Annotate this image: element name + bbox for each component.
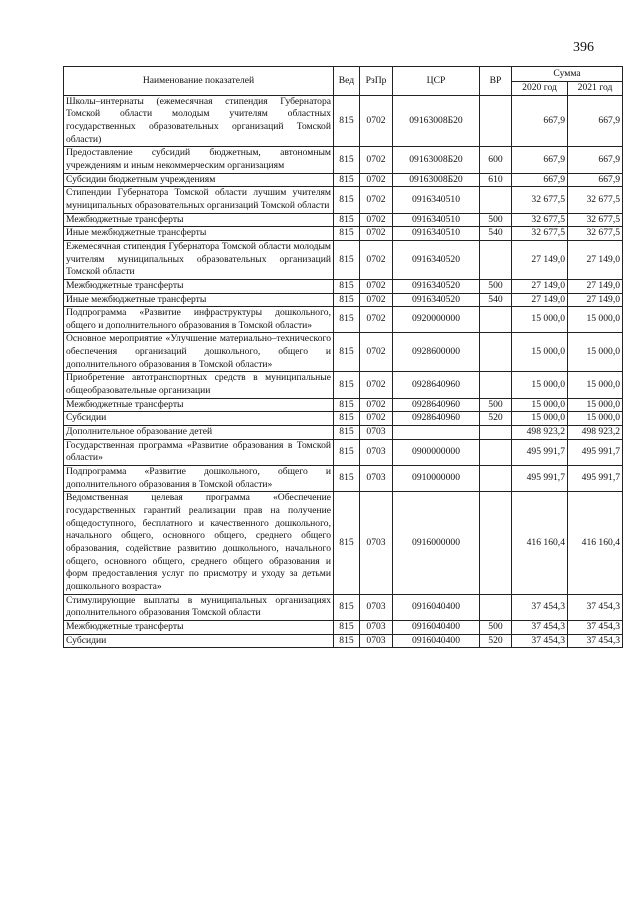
table-row [64, 147, 623, 173]
header-year-2021: 2021 год [568, 82, 623, 96]
row-sum-2020: 27 149,0 [512, 240, 568, 279]
row-ved: 815 [334, 372, 360, 398]
row-rzpr: 0702 [360, 372, 393, 398]
table-row [64, 412, 623, 426]
row-sum-2021: 37 454,3 [568, 634, 623, 648]
row-ved: 815 [334, 95, 360, 147]
budget-table [63, 66, 623, 648]
row-rzpr: 0702 [360, 293, 393, 307]
row-csr: 0916040400 [393, 594, 480, 620]
row-csr: 0916340520 [393, 293, 480, 307]
row-ved: 815 [334, 147, 360, 173]
row-vr [480, 594, 512, 620]
row-ved: 815 [334, 594, 360, 620]
row-rzpr: 0702 [360, 147, 393, 173]
row-csr: 09163008Б20 [393, 95, 480, 147]
row-sum-2021: 27 149,0 [568, 293, 623, 307]
row-name: Школы–интернаты (ежемесячная стипендия Губернатора Томской области молодым учителям областных государственных образовательных организаций Томской области) [64, 95, 334, 147]
row-csr: 0928640960 [393, 398, 480, 412]
row-sum-2021: 667,9 [568, 95, 623, 147]
row-vr [480, 492, 512, 594]
table-row [64, 279, 623, 293]
row-vr [480, 426, 512, 440]
table-row [64, 594, 623, 620]
row-rzpr: 0702 [360, 333, 393, 372]
row-vr: 520 [480, 634, 512, 648]
header-csr: ЦСР [393, 67, 480, 96]
row-name: Межбюджетные трансферты [64, 620, 334, 634]
row-ved: 815 [334, 426, 360, 440]
row-vr: 520 [480, 412, 512, 426]
row-sum-2021: 498 923,2 [568, 426, 623, 440]
row-rzpr: 0703 [360, 439, 393, 465]
row-rzpr: 0702 [360, 227, 393, 241]
row-sum-2020: 495 991,7 [512, 439, 568, 465]
row-sum-2020: 37 454,3 [512, 620, 568, 634]
row-sum-2020: 27 149,0 [512, 293, 568, 307]
row-vr: 500 [480, 279, 512, 293]
row-rzpr: 0702 [360, 173, 393, 187]
row-sum-2020: 32 677,5 [512, 227, 568, 241]
row-csr: 0928640960 [393, 412, 480, 426]
row-vr [480, 439, 512, 465]
row-sum-2020: 667,9 [512, 173, 568, 187]
table-row [64, 333, 623, 372]
row-vr: 610 [480, 173, 512, 187]
table-row [64, 240, 623, 279]
row-sum-2020: 498 923,2 [512, 426, 568, 440]
row-vr [480, 95, 512, 147]
table-row [64, 620, 623, 634]
row-ved: 815 [334, 240, 360, 279]
row-ved: 815 [334, 398, 360, 412]
row-sum-2021: 495 991,7 [568, 466, 623, 492]
row-sum-2020: 32 677,5 [512, 213, 568, 227]
row-name: Иные межбюджетные трансферты [64, 227, 334, 241]
row-rzpr: 0702 [360, 412, 393, 426]
row-csr: 0910000000 [393, 466, 480, 492]
row-rzpr: 0703 [360, 426, 393, 440]
row-vr: 540 [480, 227, 512, 241]
row-rzpr: 0702 [360, 187, 393, 213]
row-sum-2021: 667,9 [568, 147, 623, 173]
row-sum-2020: 15 000,0 [512, 333, 568, 372]
row-name: Предоставление субсидий бюджетным, автономным учреждениям и иным некоммерческим организациям [64, 147, 334, 173]
row-name: Субсидии [64, 634, 334, 648]
header-year-2020: 2020 год [512, 82, 568, 96]
row-ved: 815 [334, 466, 360, 492]
row-sum-2020: 15 000,0 [512, 307, 568, 333]
row-vr [480, 466, 512, 492]
row-vr [480, 333, 512, 372]
row-ved: 815 [334, 227, 360, 241]
row-vr [480, 372, 512, 398]
row-sum-2021: 15 000,0 [568, 307, 623, 333]
row-name: Субсидии [64, 412, 334, 426]
row-sum-2021: 15 000,0 [568, 333, 623, 372]
row-sum-2021: 37 454,3 [568, 594, 623, 620]
row-sum-2021: 32 677,5 [568, 187, 623, 213]
table-row [64, 426, 623, 440]
row-name: Ежемесячная стипендия Губернатора Томской области молодым учителям муниципальных образовательных организаций Томской области [64, 240, 334, 279]
table-row [64, 439, 623, 465]
row-rzpr: 0703 [360, 620, 393, 634]
header-name: Наименование показателей [64, 67, 334, 96]
row-vr: 600 [480, 147, 512, 173]
row-ved: 815 [334, 173, 360, 187]
row-name: Межбюджетные трансферты [64, 279, 334, 293]
row-ved: 815 [334, 333, 360, 372]
row-rzpr: 0702 [360, 307, 393, 333]
row-ved: 815 [334, 307, 360, 333]
row-csr: 0916040400 [393, 620, 480, 634]
row-name: Приобретение автотранспортных средств в муниципальные общеобразовательные организации [64, 372, 334, 398]
header-rzpr: РзПр [360, 67, 393, 96]
table-row [64, 398, 623, 412]
row-rzpr: 0702 [360, 213, 393, 227]
row-csr: 0916340510 [393, 187, 480, 213]
row-ved: 815 [334, 492, 360, 594]
row-sum-2021: 15 000,0 [568, 372, 623, 398]
row-csr: 0920000000 [393, 307, 480, 333]
row-name: Иные межбюджетные трансферты [64, 293, 334, 307]
row-csr: 0916040400 [393, 634, 480, 648]
row-vr [480, 307, 512, 333]
row-name: Подпрограмма «Развитие инфраструктуры дошкольного, общего и дополнительного образования в Томской области» [64, 307, 334, 333]
row-sum-2020: 15 000,0 [512, 412, 568, 426]
row-csr: 0928640960 [393, 372, 480, 398]
row-csr: 0916340510 [393, 213, 480, 227]
row-ved: 815 [334, 213, 360, 227]
row-sum-2020: 667,9 [512, 95, 568, 147]
page-number: 396 [573, 40, 594, 55]
row-name: Государственная программа «Развитие образования в Томской области» [64, 439, 334, 465]
row-ved: 815 [334, 439, 360, 465]
row-vr: 500 [480, 398, 512, 412]
row-vr [480, 240, 512, 279]
table-row [64, 227, 623, 241]
row-rzpr: 0702 [360, 95, 393, 147]
header-ved: Вед [334, 67, 360, 96]
table-row [64, 173, 623, 187]
row-name: Ведомственная целевая программа «Обеспечение государственных гарантий реализации прав на получение общедоступного, бесплатного и качественного дошкольного, начального общего, основного общего, среднего общего образования, содействие развитию дошкольного, начального общего, основного общего, среднего общего образования и форм предоставления услуг по присмотру и уходу за детьми дошкольного возраста» [64, 492, 334, 594]
row-vr [480, 187, 512, 213]
row-csr: 0916340520 [393, 240, 480, 279]
row-name: Межбюджетные трансферты [64, 398, 334, 412]
row-name: Стипендии Губернатора Томской области лучшим учителям муниципальных образовательных организаций Томской области [64, 187, 334, 213]
table-row [64, 187, 623, 213]
table-body [64, 95, 623, 648]
row-name: Основное мероприятие «Улучшение материально–технического обеспечения организаций дошкольного, общего и дополнительного образования в Томской области» [64, 333, 334, 372]
row-name: Субсидии бюджетным учреждениям [64, 173, 334, 187]
row-sum-2021: 15 000,0 [568, 398, 623, 412]
row-name: Дополнительное образование детей [64, 426, 334, 440]
row-name: Межбюджетные трансферты [64, 213, 334, 227]
header-sum: Сумма [512, 67, 623, 82]
row-ved: 815 [334, 279, 360, 293]
row-sum-2020: 15 000,0 [512, 372, 568, 398]
row-vr: 500 [480, 213, 512, 227]
row-vr: 500 [480, 620, 512, 634]
row-sum-2020: 495 991,7 [512, 466, 568, 492]
table-row [64, 466, 623, 492]
row-sum-2020: 27 149,0 [512, 279, 568, 293]
row-csr: 0928600000 [393, 333, 480, 372]
table-row [64, 372, 623, 398]
row-sum-2021: 416 160,4 [568, 492, 623, 594]
table-row [64, 634, 623, 648]
row-name: Стимулирующие выплаты в муниципальных организациях дополнительного образования Томской области [64, 594, 334, 620]
row-ved: 815 [334, 620, 360, 634]
row-sum-2021: 667,9 [568, 173, 623, 187]
row-vr: 540 [480, 293, 512, 307]
header-vr: ВР [480, 67, 512, 96]
row-csr: 0916000000 [393, 492, 480, 594]
row-sum-2020: 416 160,4 [512, 492, 568, 594]
row-csr [393, 426, 480, 440]
row-sum-2021: 37 454,3 [568, 620, 623, 634]
table-row [64, 95, 623, 147]
row-rzpr: 0702 [360, 240, 393, 279]
row-sum-2021: 15 000,0 [568, 412, 623, 426]
row-sum-2020: 37 454,3 [512, 634, 568, 648]
row-rzpr: 0703 [360, 594, 393, 620]
row-rzpr: 0703 [360, 466, 393, 492]
row-ved: 815 [334, 293, 360, 307]
row-sum-2020: 667,9 [512, 147, 568, 173]
row-csr: 0916340520 [393, 279, 480, 293]
row-csr: 09163008Б20 [393, 173, 480, 187]
row-sum-2020: 32 677,5 [512, 187, 568, 213]
row-csr: 0916340510 [393, 227, 480, 241]
row-ved: 815 [334, 412, 360, 426]
table-row [64, 213, 623, 227]
row-rzpr: 0703 [360, 492, 393, 594]
row-sum-2021: 27 149,0 [568, 279, 623, 293]
row-csr: 09163008Б20 [393, 147, 480, 173]
row-sum-2021: 32 677,5 [568, 213, 623, 227]
row-ved: 815 [334, 187, 360, 213]
row-rzpr: 0703 [360, 634, 393, 648]
row-ved: 815 [334, 634, 360, 648]
row-name: Подпрограмма «Развитие дошкольного, общего и дополнительного образования в Томской области» [64, 466, 334, 492]
table-row [64, 492, 623, 594]
row-csr: 0900000000 [393, 439, 480, 465]
table-row [64, 293, 623, 307]
row-rzpr: 0702 [360, 279, 393, 293]
row-sum-2021: 495 991,7 [568, 439, 623, 465]
row-rzpr: 0702 [360, 398, 393, 412]
row-sum-2021: 27 149,0 [568, 240, 623, 279]
row-sum-2021: 32 677,5 [568, 227, 623, 241]
table-row [64, 307, 623, 333]
row-sum-2020: 15 000,0 [512, 398, 568, 412]
row-sum-2020: 37 454,3 [512, 594, 568, 620]
